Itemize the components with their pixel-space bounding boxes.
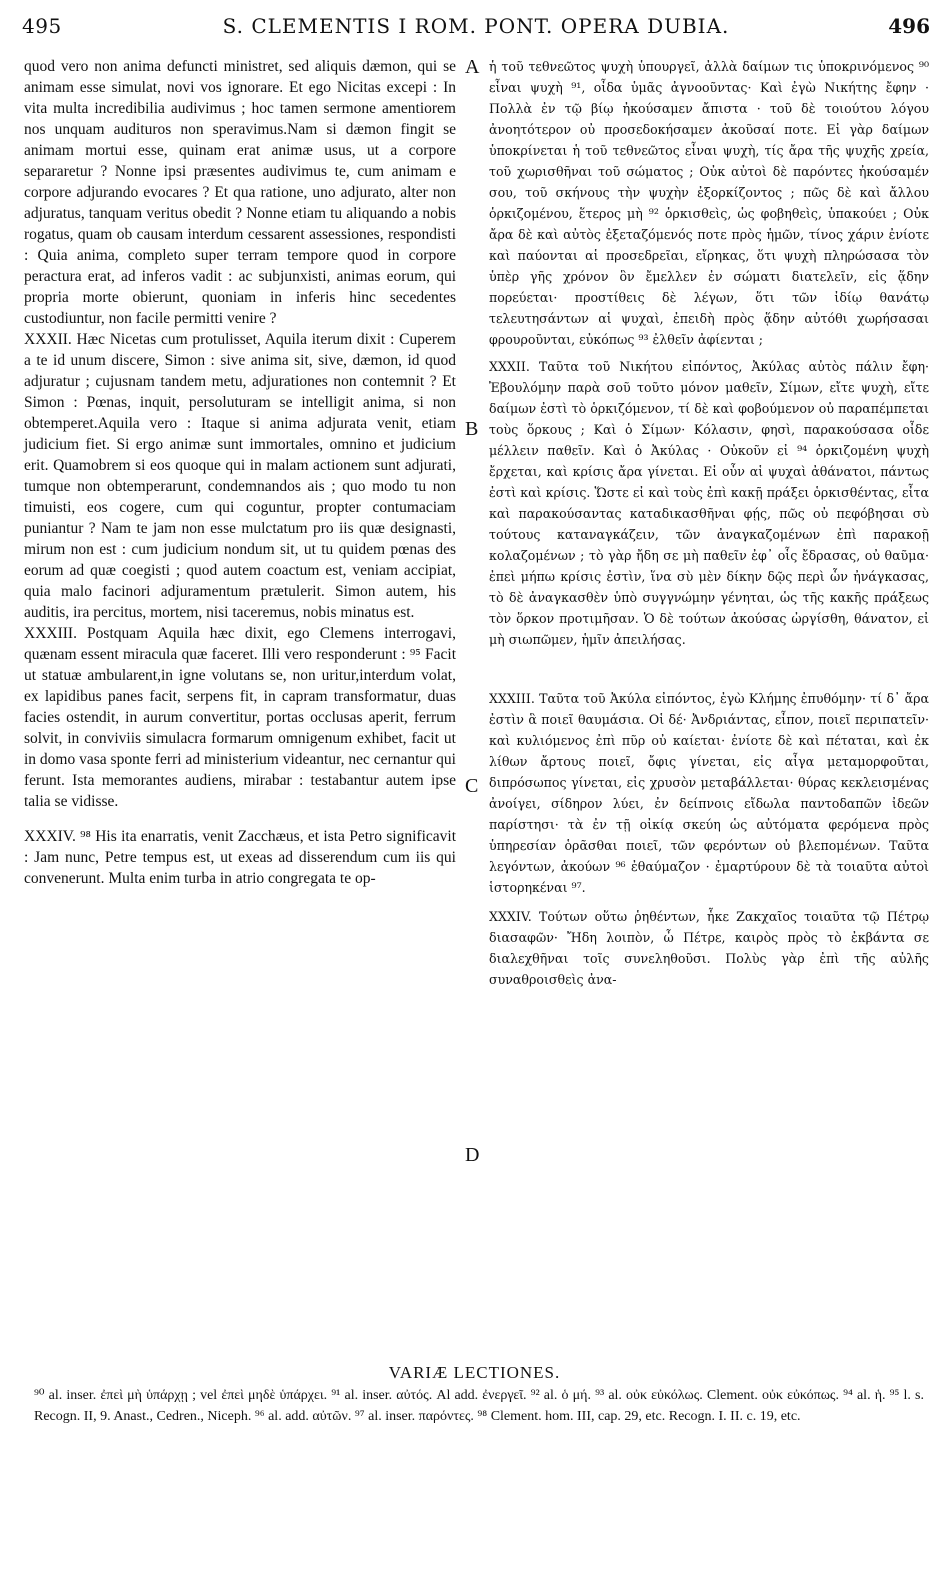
- greek-paragraph-xxxiii: XXXIII. Ταῦτα τοῦ Ἀκύλα εἰπόντος, ἐγὼ Κλήμης ἐπυθόμην· τί δ᾽ ἄρα ἐστὶν ἃ ποιεῖ θαυμάσια. Οἱ δέ· Ἀνδριάντας, εἶπον, ποιεῖ περιπατεῖν· καὶ κυλιόμενος ἐπὶ πῦρ οὐ καίεται· ἐνίοτε δὲ καὶ πέταται, καὶ ἐκ λίθων ἄρτους ποιεῖ, ὄφις γίνεται, εἰς αἶγα μεταμορφοῦται, διπρόσωπος γίνεται, εἰς χρυσὸν μεταβάλλεται· θύρας κεκλεισμένας ἀνοίγει, σίδηρον λύει, ἐν δείπνοις εἴδωλα παντοδαπῶν ἰδεῶν παρίστησι· τὰ ἐν τῇ οἰκίᾳ σκεύη ὡς αὐτόματα φερόμενα πρὸς ὑπηρεσίαν ὁρᾶσθαι ποιεῖ, τῶν φερόντων οὐ βλεπομένων. Ταῦτα λεγόντων, ἀκούων ⁹⁶ ἐθαύμαζον · ἐμαρτύρουν δὲ τὰ τοιαῦτα αὐτοὶ ἱστορηκέναι ⁹⁷.: [489, 691, 929, 895]
- greek-paragraph-xxxii: XXXII. Ταῦτα τοῦ Νικήτου εἰπόντος, Ἀκύλας αὐτὸς πάλιν ἔφη· Ἐβουλόμην παρὰ σοῦ τοῦτο μόνον μαθεῖν, Σίμων, εἴτε ψυχὴ, εἴτε δαίμων ἐστὶ τὸ ὁρκιζόμενον, τί δὲ καὶ φοβούμενον οὐ παραπέμπεται τοὺς ὅρκους ; Καὶ ὁ Σίμων· Κόλασιν, φησὶ, παρακούσασα οἶδε μέλλειν παθεῖν. Καὶ ὁ Ἀκύλας · Οὐκοῦν εἰ ⁹⁴ ὁρκιζομένη ψυχὴ ἔρχεται, καὶ κρίσις ἄρα γίνεται. Εἰ οὖν αἱ ψυχαὶ ἀθάνατοι, πάντως ἐστὶ καὶ κρίσις. Ὥστε εἰ καὶ τοὺς ἐπὶ κακῇ πράξει ὁρκισθέντας, εἶτα καὶ παρακούσαντας καταδικασθῆναι φῄς, πῶς οὐ πεφόβησαι σὺ τούτους καταναγκάζειν, τῶν ἀναγκαζομένων ἐπὶ παρακοῇ κολαζομένων ; τὸ γὰρ ἤδη σε μὴ παθεῖν ἐφ᾽ οἷς ἔδρασας, οὐ θαῦμα· ἐπεὶ μήπω κρίσις ἐστὶν, ἵνα σὺ μὲν δίκην δῷς περὶ ὧν ἠνάγκασας, τὸ δὲ ἀναγκασθὲν ὑπὸ συγγνώμην γένηται, ὡς τῆς κακῆς πράξεως τὸν ὅρκον προτιμῆσαν. Ὁ δὲ τούτων ἀκούσας ὠργίσθη, θάνατον, εἰ μὴ σιωπῶμεν, ἡμῖν ἀπειλήσας.: [489, 359, 929, 647]
- margin-marker-b: B: [465, 418, 479, 440]
- page-number-left: 495: [22, 14, 62, 38]
- variae-lectiones-notes: ⁹⁰ al. inser. ἐπεὶ μὴ ὑπάρχῃ ; vel ἐπεὶ μηδὲ ὑπάρχει. ⁹¹ al. inser. αὐτός. Al add. ἐνεργεῖ. ⁹² al. ὁ μή. ⁹³ al. οὐκ εὐκόλως. Clement. οὐκ εὐκόπως. ⁹⁴ al. ἡ. ⁹⁵ l. s. Recogn. II, 9. Anast., Cedren., Niceph. ⁹⁶ al. add. αὐτῶν. ⁹⁷ al. inser. παρόντες. ⁹⁸ Clement. hom. III, cap. 29, etc. Recogn. I. II. c. 19, etc.: [34, 1388, 924, 1424]
- greek-paragraph-xxxiv: XXXIV. Τούτων οὕτω ῥηθέντων, ἧκε Ζακχαῖος τοιαῦτα τῷ Πέτρῳ διασαφῶν· Ἤδη λοιπὸν, ὦ Πέτρε, καιρὸς πρὸς τὸ ἐκβάντα σε διαλεχθῆναι τοῖς συνεληθοῦσι. Πολὺς γὰρ ἐπὶ τῆς αὐλῆς συναθροισθεὶς ἀνα-: [489, 909, 929, 987]
- margin-marker-d: D: [465, 1144, 480, 1166]
- greek-paragraph-1: ἡ τοῦ τεθνεῶτος ψυχὴ ὑπουργεῖ, ἀλλὰ δαίμων τις ὑποκρινόμενος ⁹⁰ εἶναι ψυχὴ ⁹¹, οἶδα ὑμᾶς ἀγνοοῦντας· Καὶ ἐγὼ Νικήτης ἔφην · Πολλὰ ἐν τῷ βίῳ ἠκούσαμεν ἄπιστα · τοῦ δὲ τοιούτου λόγου ἀνοητότερον οὐ προσεδοκήσαμεν ἀκοῦσαί ποτε. Εἰ γὰρ δαίμων ὑποκρίνεται ἡ τοῦ τεθνεῶτος εἶναι ψυχὴ, τίς ἄρα τῆς ψυχῆς χρεία, τοῦ χωρισθῆναι τοῦ σώματος ; Οὐκ αὐτοὶ δὲ παρόντες ἠκούσαμέν σου, τοῦ σκήνους τὴν ψυχὴν ἐξορκίζοντος ; πῶς δὲ καὶ ἄλλου ὁρκιζομένου, ἕτερος μὴ ⁹² ὁρκισθεὶς, ὡς φοβηθεὶς, ὑπακούει ; Οὐκ ἄρα δὲ καὶ αὐτὸς ἐξεταζόμενός ποτε πρὸς ἡμῶν, τίνος χάριν ἐνίοτε καὶ παύονται αἱ προσεδρεῖαι, εἴρηκας, ὅτι ψυχὴ πληρώσασα τὸν ὑπὲρ γῆς χρόνον ὃν ἔμελλεν ἐν σώματι διατελεῖν, εἰς ᾅδην πορεύεται· προστίθεις δὲ λέγων, ὅτι τῶν ἰδίῳ θανάτῳ τελευτησάντων αἱ ψυχαὶ, ἐπειδὴ πρὸς ᾅδην αὐτόθι χωρήσασαι φρουροῦνται, εὐκόπως ⁹³ ἐλθεῖν ἀφίενται ;: [489, 59, 929, 347]
- variae-lectiones-heading: VARIÆ LECTIONES.: [388, 1363, 561, 1382]
- latin-paragraph-xxxiii: XXXIII. Postquam Aquila hæc dixit, ego Clemens interrogavi, quænam essent miracula quæ faceret. Illi vero responderunt : ⁹⁵ Facit ut statuæ ambularent,in igne volutans se, non uritur,interdum volat, ex lapidibus panes facit, serpens fit, in capram transformatur, duas facies ostendit, in aurum convertitur, portas occlusas aperit, ferrum solvit, in conviviis simulacra formarum omnigenum exhibet, facit ut in domo vasa sponte ferri ad ministerium videantur, nec cernantur qui ferunt. Ista memorantes audiens, mirabar : testabantur autem ipse talia se vidisse.: [24, 625, 456, 810]
- latin-paragraph-1: quod vero non anima defuncti ministret, sed aliquis dæmon, qui se animam esse simulat, novi vos ignorare. Et ego Nicitas excepi : In vita multa incredibilia audivimus ; hoc tamen sermone amentiorem nos unquam audituros non speravimus.Nam si dæmon fingit se animam mortui esse, quinam erat animæ usus, ut a corpore separaretur ? Nonne ipsi præsentes audivimus te, cum animam e corpore adjurando evocares ? Et qua ratione, uno adjurato, alter non adjuratus, tanquam veritus obedit ? Nonne etiam tu aliquando a nobis rogatus, quam ob causam interdum cessarent assessiones, respondisti : Quia anima, completo super terram tempore quod in corpore peractura erat, ad inferos vadit : ac subjunxisti, animas eorum, qui propria morte obierunt, quoniam in inferis hinc secedentes custodiuntur, non facile permitti venire ?: [24, 58, 456, 327]
- latin-column: [24, 56, 456, 889]
- latin-paragraph-xxxii: XXXII. Hæc Nicetas cum protulisset, Aquila iterum dixit : Cuperem a te id unum discere, Simon : sive anima sit, sive, dæmon, id quod adjuratur ; cujusnam tandem metu, adjurationes non contemnit ? Et Simon : Pœnas, inquit, persoluturam se intelligit anima, si non obtemperet.Aquila vero : Itaque si anima adjurata venit, etiam judicium fiet. Si ergo animæ sunt immortales, omnino et judicium erit. Quamobrem si eos quoque qui in malam actionem sunt adjurati, tumque non obtemperarunt, condemnandos ais ; quo modo tu non timuisti, eos cogere, cum qui coguntur, propter contumaciam puniantur ? Nam te jam non esse mulctatum pro iis quæ designasti, mirum non est : cum judicium nondum sit, ut tu quidem pœnas des eorum ad quæ coegisti ; quod autem coactum est, veniam accipiat, quia malo facinori adjuramentum prætulerit. Simon autem, his auditis, ira percitus, mortem, nisi taceremus, nobis minatus est.: [24, 331, 456, 621]
- page-header: [22, 14, 930, 44]
- latin-paragraph-xxxiv: XXXIV. ⁹⁸ His ita enarratis, venit Zacchæus, et ista Petro significavit : Jam nunc, Petre tempus est, ut exeas ad disserendum cum iis qui convenerunt. Multa enim turba in atrio congregata te op-: [24, 828, 456, 887]
- margin-marker-c: C: [465, 775, 479, 797]
- margin-marker-a: A: [465, 56, 480, 78]
- greek-column: [489, 56, 929, 990]
- running-title: S. CLEMENTIS I ROM. PONT. OPERA DUBIA.: [222, 14, 730, 38]
- page-number-right: 496: [888, 14, 930, 38]
